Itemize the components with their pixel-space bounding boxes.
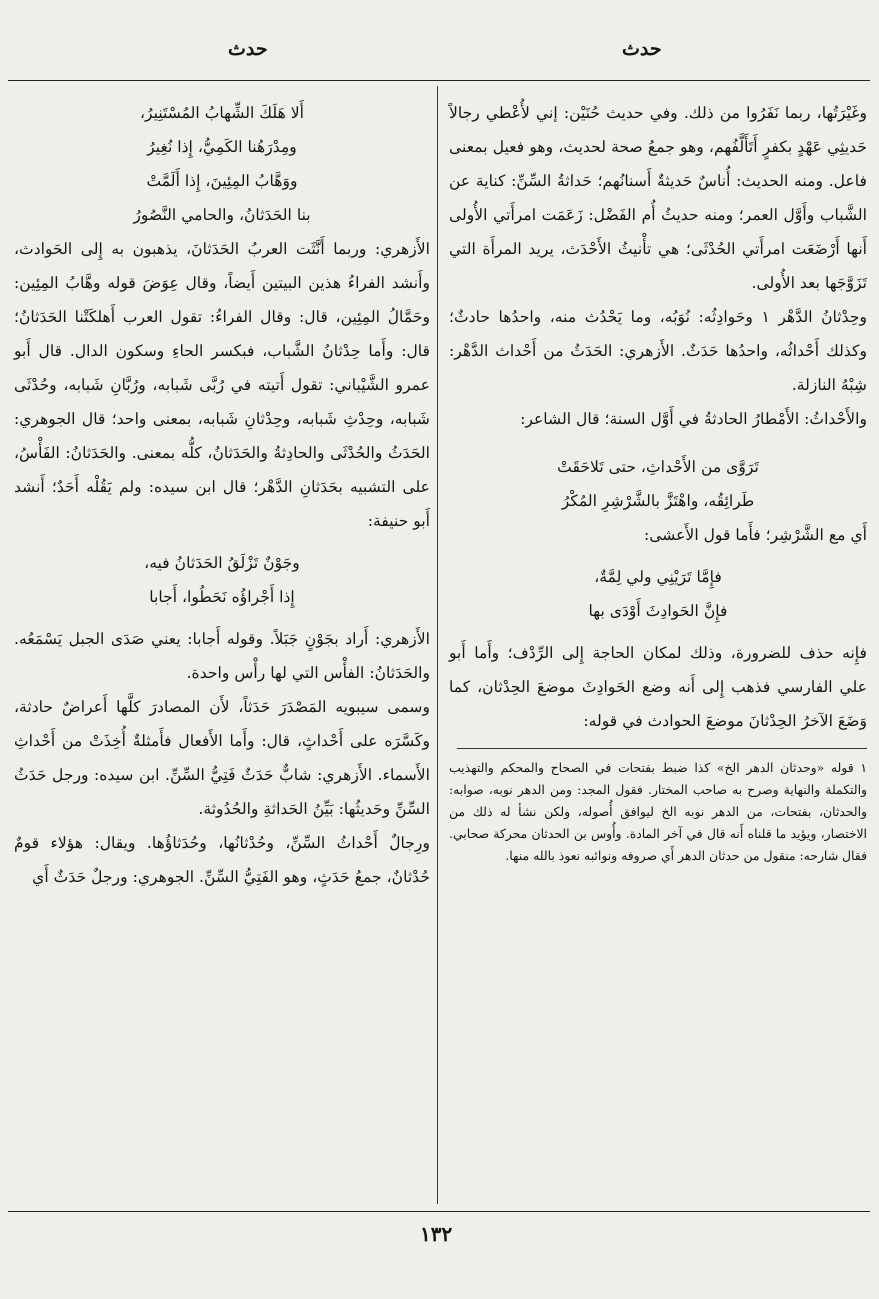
- footnote-rule: [457, 748, 867, 749]
- left-paragraph-1: الأَزهري: وربما أَنَّثَت العربُ الحَدَثانَ، يذهبون به إِلى الحَوادث، وأَنشد الفراءُ هذين البيتين أَيضاً، وقال عِوَضَ قوله وهَّابُ المِئِين: وحَمَّالُ المِئِين، قال: وقال الفراءُ: تقول العرب أَهلكَتْنا الحَدَثانُ؛ قال: وأَما حِدْثانُ الشَّباب، فبكسر الحاءِ وسكون الدال. قال أَبو عمرو الشَّيْباني: تقول أَتيته في رُبَّى شَبابه، ورُبَّانِ شَبابه، وحُدْثَى شَبابه، وحِدْثِ شَبابه، وحِدْثانِ شَبابه، بمعنى واحد؛ قال الجوهري: الحَدَثُ والحُدْثَى والحادِثةُ والحَدَثانُ، كلُّه بمعنى. والحَدَثانُ: الفَأْسُ، على التشبيه بحَدَثانِ الدَّهْر؛ قال ابن سيده: ولم يَقُلْه أَحَدٌ؛ أَنشد أَبو حنيفة:: [14, 240, 430, 530]
- running-header-right: حدث: [622, 38, 662, 60]
- left-verse-1d: بنا الحَدَثانُ، والحامي النَّصُورُ: [133, 206, 311, 224]
- left-verse-1a: أَلا هَلَكَ الشِّهابُ المُسْتَنِيرُ،: [139, 104, 304, 122]
- page-number: ١٣٢: [420, 1222, 453, 1246]
- right-column: [449, 96, 867, 867]
- right-paragraph-4: أَي مع الشَّرْشِر؛ فأَما قول الأَعشى:: [643, 526, 867, 544]
- left-column: [14, 96, 430, 894]
- left-paragraph-4: ورِجالٌ أَحْداثُ السِّنِّ، وحُدْثانُها، وحُدَثاؤُها. ويقال: هؤلاء قومٌ حُدْثانٌ، جمعُ حَدَثٍ، وهو الفَتِيُّ السِّنِّ. الجوهري: ورجلٌ حَدَثٌ أَي: [14, 834, 430, 886]
- left-paragraph-2: الأَزهري: أَراد بجَوْنٍ جَبَلاً. وقوله أَجابا: يعني صَدَى الجبل يَسْمَعُه. والحَدَثانُ: الفأْس التي لها رأْس واحدة.: [14, 630, 430, 682]
- footnote: ١ قوله «وحدثان الدهر الخ» كذا ضبط بفتحات في الصحاح والمحكم والتهذيب والتكملة والنهاية وصرح به صاحب المختار. فقول المجد: ومن الدهر نوبه، صوابه: والحدثان، بفتحات، من الدهر نوبه الخ ليوافق أُصوله، ولكن نشأ له ذلك من الاختصار، ويؤيد ما قلناه أَنه قال في آخر المادة. وأُوس بن الحدثان محركة صحابي. فقال شارحه: منقول من حدثان الدهر أَي صروفه ونوائبه نعوذ بالله منها.: [449, 760, 867, 863]
- right-verse-2b: فإِنَّ الحَوادِثَ أَوْدَى بها: [588, 602, 728, 620]
- running-header-left: حدث: [228, 38, 268, 60]
- header-rule: [8, 80, 870, 81]
- right-verse-1b: طَرائِقُه، واهْتَزَّ بالشَّرْشِرِ المُكْرُ: [561, 492, 755, 510]
- right-verse-1a: تَرَوَّى من الأَحْداثِ، حتى تَلاحَقَتْ: [557, 458, 759, 476]
- right-paragraph-5: فإِنه حذف للضرورة، وذلك لمكان الحاجة إِلى الرِّدْف؛ وأَما أَبو علي الفارسي فذهب إِلى أَنه وضع الحَوادِثَ موضعَ الحِدْثان، كما وَضَعَ الآخرُ الحِدْثانَ موضعَ الحوادث في قوله:: [449, 644, 867, 730]
- left-verse-1b: ومِدْرَهُنا الكَمِيُّ، إِذا نُغِيرُ: [147, 138, 297, 156]
- right-paragraph-3: والأَحْداثُ: الأَمْطارُ الحادثةُ في أَوَّل السنة؛ قال الشاعر:: [520, 410, 867, 428]
- footer-rule: [8, 1211, 870, 1212]
- column-divider: [437, 86, 438, 1204]
- left-paragraph-3: وسمى سيبويه المَصْدَرَ حَدَثاً، لأَن المصادرَ كلَّها أَعراضٌ حادثة، وكَسَّرَه على أَحْداثٍ، قال: وأَما الأَفعال فأَمثلةٌ أُخِذَتْ من أَحْداثِ الأَسماء. الأَزهري: شابٌّ حَدَثٌ فَتِيُّ السِّنِّ. ابن سيده: ورجل حَدَثُ السِّنِّ وحَديثُها: بَيِّنُ الحَداثةِ والحُدُوثة.: [14, 698, 430, 818]
- right-verse-2a: فإِمَّا تَرَيْنِي ولي لِمَّةٌ،: [594, 568, 722, 586]
- left-verse-2b: إِذا أَجْراؤُه نَحَطُوا، أَجابا: [149, 588, 295, 606]
- left-verse-1c: ووَهَّابُ المِئِينَ، إِذا أَلَمَّتْ: [146, 172, 298, 190]
- right-paragraph-2: وحِدْثانُ الدَّهْر ١ وحَوادِثُه: نُوَبُه، وما يَحْدُث منه، واحدُها حادثٌ؛ وكذلك أَحْداثُه، واحدُها حَدَثٌ. الأَزهري: الحَدَثُ من أَحْداث الدَّهْر: شِبْهُ النازلة.: [449, 308, 867, 394]
- right-paragraph-1: وغَيْرَتُها، ربما نَفَرُوا من ذلك. وفي حديث حُنَيْن: إني لأُعْطي رجالاً حَديثِي عَهْدٍ بكفرٍ أَتَأَلَّفُهم، وهو جمعُ صحة لحديث، وهو فعيل بمعنى فاعل. ومنه الحديث: أُناسٌ حَديثةٌ أَسنانُهم؛ حَداثةُ السِّنِّ: كناية عن الشَّباب وأَوَّل العمر؛ ومنه حديثُ أُم الفَضْل: زَعَمَت امرأَتي الأُولى أَنها أَرْضَعَت امرأَتي الحُدْثَى؛ هي تأْنيثُ الأَحْدَث، يريد المرأَة التي تَزَوَّجَها بعد الأُولى.: [449, 104, 867, 292]
- left-verse-2a: وجَوْنٌ تَزْلَقُ الحَدَثانُ فيه،: [144, 554, 300, 572]
